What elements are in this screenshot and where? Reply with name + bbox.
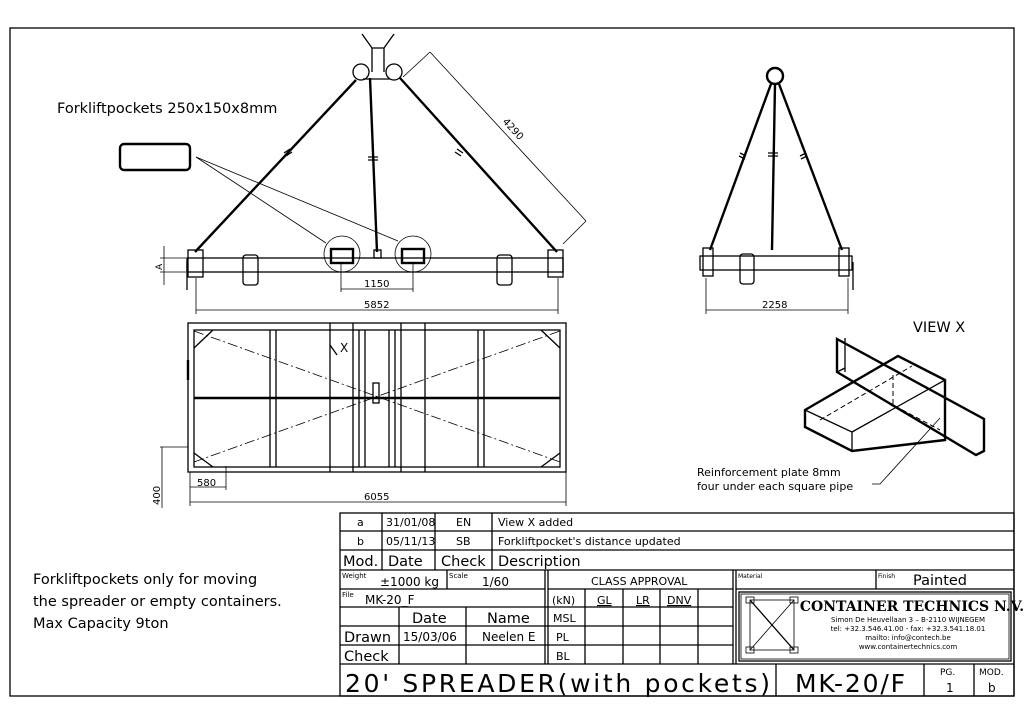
mod-value: b — [988, 681, 996, 695]
pocket-section-symbol — [120, 144, 190, 170]
rev-mod: a — [357, 516, 364, 529]
rev-check: SB — [456, 535, 471, 548]
company-name: CONTAINER TECHNICS N.V. — [799, 599, 1024, 615]
row-pl: PL — [556, 631, 569, 644]
view-x-title: VIEW X — [913, 320, 966, 336]
plan-view — [152, 323, 566, 508]
society-gl: GL — [597, 594, 612, 607]
dim-height-a: A — [155, 263, 165, 270]
dim-frame-length-plan: 6055 — [364, 492, 390, 503]
society-dnv: DNV — [667, 594, 692, 607]
company-logo — [739, 592, 1024, 661]
mod-label: MOD. — [979, 668, 1004, 678]
header-mod: Mod. — [343, 554, 379, 570]
check-label: Check — [344, 649, 389, 665]
container-logo-icon — [746, 597, 798, 653]
drawn-label: Drawn — [344, 630, 392, 646]
drawn-name: Neelen E — [482, 630, 536, 644]
dim-pocket-spacing: 1150 — [364, 279, 390, 290]
dim-frame-length-front: 5852 — [364, 300, 390, 311]
dim-side-width: 2258 — [762, 300, 788, 311]
date-header: Date — [412, 611, 447, 627]
drawn-date: 15/03/06 — [403, 630, 457, 644]
revision-row — [357, 516, 573, 529]
rev-date: 05/11/13 — [386, 535, 436, 548]
dim-corner-height: 400 — [152, 485, 163, 505]
file-value: MK-20_F — [365, 593, 415, 607]
usage-note-line2: the spreader or empty containers. — [33, 594, 282, 610]
title-block — [340, 513, 1024, 698]
rev-description: View X added — [498, 516, 574, 529]
page-label: PG. — [940, 668, 956, 678]
weight-value: ±1000 kg — [380, 575, 439, 589]
usage-note-line3: Max Capacity 9ton — [33, 616, 169, 632]
side-view — [700, 68, 853, 314]
finish-value: Painted — [913, 573, 968, 589]
company-phone: tel: +32.3.546.41.00 - fax: +32.3.541.18.01 — [830, 625, 986, 633]
company-web: www.containertechnics.com — [858, 643, 958, 651]
company-address: Simon De Heuvellaan 3 – B-2110 WIJNEGEM — [830, 616, 986, 624]
weight-label: Weight — [342, 572, 367, 580]
rev-check: EN — [456, 516, 472, 529]
finish-label: Finish — [878, 573, 896, 580]
name-header: Name — [487, 611, 530, 627]
view-x-detail — [697, 320, 984, 493]
usage-note-line1: Forkliftpockets only for moving — [33, 572, 258, 588]
reinforcement-note-line2: four under each square pipe — [697, 480, 854, 493]
crane-hook-icon — [362, 34, 394, 48]
row-bl: BL — [556, 650, 570, 663]
rev-date: 31/01/08 — [386, 516, 436, 529]
reinforcement-note-line1: Reinforcement plate 8mm — [697, 466, 841, 479]
pocket-note: Forkliftpockets 250x150x8mm — [57, 101, 278, 117]
rev-description: Forkliftpocket's distance updated — [498, 535, 681, 548]
material-label: Material — [738, 573, 763, 580]
page-value: 1 — [946, 681, 954, 695]
header-check: Check — [441, 554, 486, 570]
header-date: Date — [388, 554, 423, 570]
sling-center — [370, 78, 377, 252]
drawing-number: MK-20/F — [795, 669, 905, 698]
file-label: File — [342, 591, 354, 599]
front-view — [57, 34, 586, 314]
lifting-ring-icon — [767, 68, 783, 84]
revision-row — [357, 535, 681, 548]
scale-value: 1/60 — [482, 575, 509, 589]
view-x-marker: X — [340, 341, 349, 355]
header-description: Description — [498, 554, 581, 570]
view-x-arrow-icon — [330, 345, 337, 355]
society-lr: LR — [636, 594, 650, 607]
dim-sling-length: 4290 — [499, 116, 526, 143]
dim-corner-offset: 580 — [197, 478, 217, 489]
forklift-pocket-left — [324, 236, 360, 272]
row-msl: MSL — [553, 612, 576, 625]
rev-mod: b — [357, 535, 364, 548]
scale-label: Scale — [449, 572, 468, 580]
company-email: mailto: info@contech.be — [865, 634, 951, 642]
class-unit: (kN) — [552, 594, 576, 607]
class-approval-title: CLASS APPROVAL — [591, 575, 688, 588]
drawing-title: 20' SPREADER(with pockets) — [345, 669, 770, 698]
